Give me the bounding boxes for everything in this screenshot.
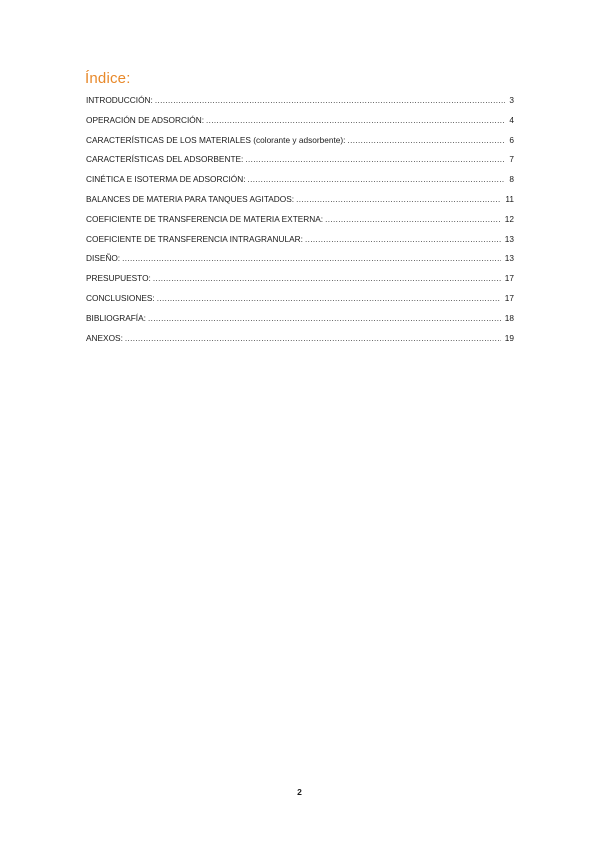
toc-entry[interactable] [86, 114, 514, 134]
toc-entry-label: BALANCES DE MATERIA PARA TANQUES AGITADOS: [86, 193, 295, 204]
toc-entry[interactable] [86, 332, 514, 352]
toc-leader-dots [153, 273, 501, 285]
toc-entry-page: 6 [509, 134, 514, 145]
toc-entry-page: 11 [505, 193, 514, 204]
toc-entry[interactable] [86, 213, 514, 233]
toc-leader-dots [155, 95, 506, 107]
toc-entry[interactable] [86, 134, 514, 154]
toc-entry-page: 13 [504, 233, 514, 244]
toc-leader-dots [148, 313, 501, 325]
toc-entry-label: CONCLUSIONES: [86, 292, 155, 303]
toc-entry-label: PRESUPUESTO: [86, 273, 151, 284]
toc-entry[interactable] [86, 173, 514, 193]
toc-leader-dots [305, 234, 501, 246]
toc-entry-page: 12 [504, 213, 514, 224]
toc-leader-dots [157, 293, 501, 305]
toc-leader-dots [206, 115, 505, 127]
toc-list [86, 94, 514, 351]
toc-leader-dots [125, 333, 501, 345]
toc-entry-page: 13 [504, 253, 514, 264]
toc-entry-label: OPERACIÓN DE ADSORCIÓN: [86, 114, 205, 125]
toc-leader-dots [325, 214, 501, 226]
toc-entry[interactable] [86, 252, 514, 272]
toc-entry[interactable] [86, 233, 514, 253]
toc-entry[interactable] [86, 312, 514, 332]
toc-entry-page: 18 [504, 312, 514, 323]
toc-entry-label: DISEÑO: [86, 253, 121, 264]
page-number: 2 [297, 787, 302, 797]
toc-entry-label: BIBLIOGRAFÍA: [86, 312, 146, 323]
toc-entry[interactable] [86, 153, 514, 173]
toc-entry-label: CARACTERÍSTICAS DEL ADSORBENTE: [86, 154, 244, 165]
toc-entry-page: 3 [509, 95, 514, 105]
toc-leader-dots [248, 174, 506, 186]
toc-entry-page: 7 [509, 154, 514, 165]
toc-entry[interactable] [86, 193, 514, 213]
toc-entry-label: CINÉTICA E ISOTERMA DE ADSORCIÓN: [86, 174, 246, 185]
toc-entry[interactable] [86, 94, 514, 114]
toc-entry-label: INTRODUCCIÓN: [86, 95, 153, 105]
toc-leader-dots [122, 253, 501, 265]
toc-leader-dots [347, 135, 505, 147]
toc-entry-label: ANEXOS: [86, 332, 123, 343]
toc-entry-page: 19 [504, 332, 514, 343]
toc-heading: Índice: [85, 70, 131, 87]
toc-entry-label: CARACTERÍSTICAS DE LOS MATERIALES (colorante y adsorbente): [86, 134, 346, 145]
toc-entry-page: 8 [509, 174, 514, 185]
toc-entry-label: COEFICIENTE DE TRANSFERENCIA DE MATERIA EXTERNA: [86, 213, 324, 224]
toc-entry-page: 17 [504, 292, 514, 303]
toc-entry-page: 4 [509, 114, 514, 125]
toc-leader-dots [245, 154, 505, 166]
toc-entry[interactable] [86, 292, 514, 312]
toc-leader-dots [296, 194, 501, 206]
toc-entry[interactable] [86, 272, 514, 292]
toc-entry-page: 17 [504, 273, 514, 284]
toc-entry-label: COEFICIENTE DE TRANSFERENCIA INTRAGRANULAR: [86, 233, 303, 244]
